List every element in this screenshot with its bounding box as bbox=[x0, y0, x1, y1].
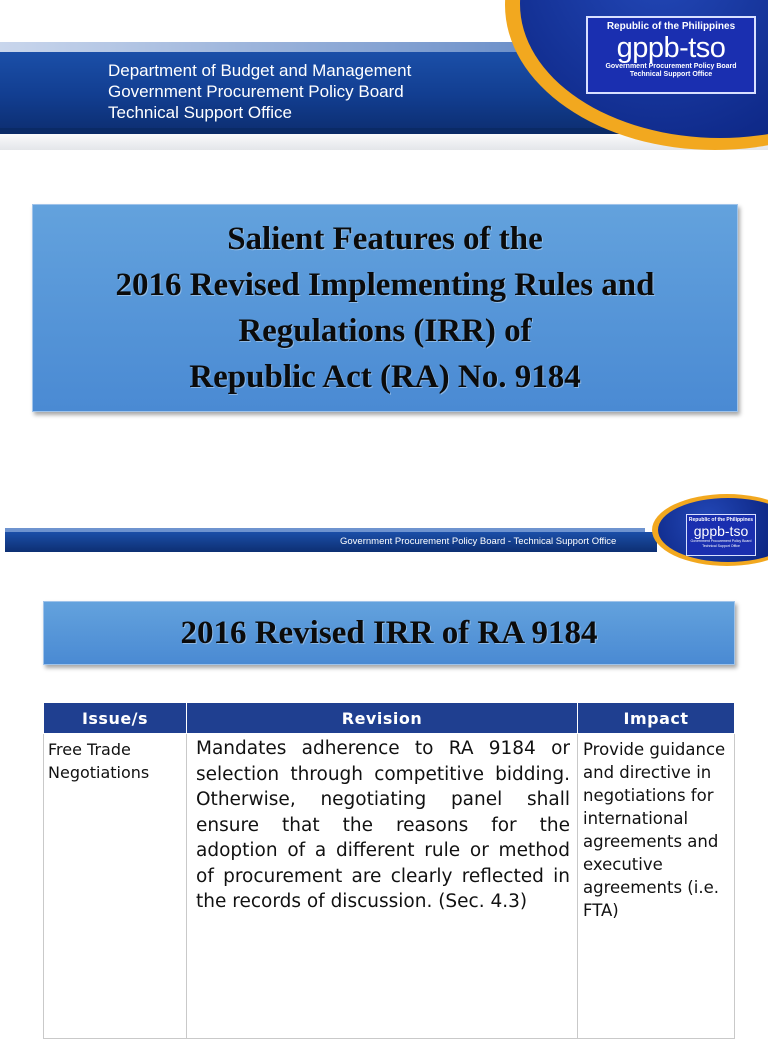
irr-revision-table bbox=[43, 702, 735, 1039]
gppb-tso-logo bbox=[586, 16, 756, 94]
title-line-4: Republic Act (RA) No. 9184 bbox=[189, 359, 581, 395]
small-logo-wordmark: gppb-tso bbox=[693, 523, 749, 539]
dept-line-tso: Technical Support Office bbox=[108, 103, 292, 122]
slide2-title: 2016 Revised IRR of RA 9184 bbox=[180, 614, 598, 651]
title-line-1: Salient Features of the bbox=[227, 221, 543, 257]
dept-line-gppb: Government Procurement Policy Board bbox=[108, 82, 404, 101]
cell-revision: Mandates adherence to RA 9184 or selection through competitive bidding. Otherwise, negotiating panel shall ensure that the reasons for the adoption of a different rule or method of procurement are clearly reflected in the records of discussion. (Sec. 4.3) bbox=[187, 734, 578, 1039]
logo-sub-tso: Technical Support Office bbox=[629, 71, 713, 78]
slide1-header-banner bbox=[0, 0, 768, 150]
small-logo-republic-text: Republic of the Philippines bbox=[688, 517, 754, 523]
small-logo-sub-tso: Technical Support Office bbox=[702, 544, 740, 548]
cell-issue: Free Trade Negotiations bbox=[44, 734, 187, 1039]
small-logo-sub-gppb: Government Procurement Policy Board bbox=[690, 539, 752, 543]
header-impact: Impact bbox=[578, 703, 735, 734]
header-band-edge bbox=[0, 128, 620, 134]
title-line-2: 2016 Revised Implementing Rules and bbox=[115, 267, 655, 303]
slide2-title-box bbox=[43, 601, 735, 665]
slide1-title-box bbox=[32, 204, 738, 412]
table-row bbox=[44, 734, 735, 1039]
logo-wordmark: gppb-tso bbox=[616, 32, 726, 64]
header-revision: Revision bbox=[187, 703, 578, 734]
department-name-block bbox=[108, 60, 411, 123]
title-line-3: Regulations (IRR) of bbox=[238, 313, 532, 349]
table-header-row bbox=[44, 703, 735, 734]
cell-impact: Provide guidance and directive in negotiations for international agreements and executive agreements (i.e. FTA) bbox=[578, 734, 735, 1039]
dept-line-dbm: Department of Budget and Management bbox=[108, 61, 412, 80]
header-issue: Issue/s bbox=[44, 703, 187, 734]
gppb-tso-logo-small bbox=[686, 514, 756, 556]
logo-sub-gppb: Government Procurement Policy Board bbox=[605, 63, 737, 70]
slide2-tagline: Government Procurement Policy Board - Technical Support Office bbox=[340, 536, 617, 547]
logo-republic-text: Republic of the Philippines bbox=[606, 21, 736, 32]
slide2-header-banner bbox=[0, 490, 768, 570]
